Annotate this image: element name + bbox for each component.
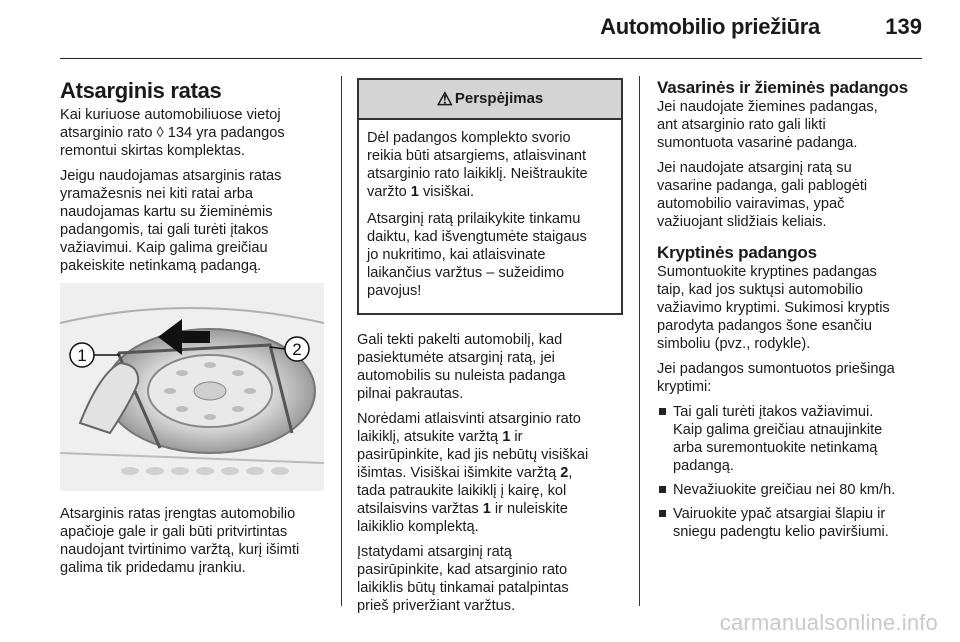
figure-label-1: 1 [77,346,87,365]
warning-header [359,80,621,120]
column-1 [60,78,330,584]
column-divider-2 [639,76,640,606]
section-heading-directional-tyres: Kryptinės padangos [657,243,817,262]
spare-wheel-figure [60,283,324,491]
column-2 [357,78,625,622]
paragraph: Jei naudojate atsarginį ratą su vasarine padanga, gali pablogėti automobilio vairavimas, ypač važiuojant slidžiais keliais. [657,160,868,230]
spare-wheel-illustration [60,283,324,491]
warning-box [357,78,623,315]
page-number: 139 [885,14,922,39]
section-heading-spare-wheel: Atsarginis ratas [60,78,222,103]
column-3 [657,78,922,547]
watermark: carmanualsonline.info [719,610,938,635]
list-item: Vairuokite ypač atsargiai šlapiu ir sniegu padengtu kelio paviršiumi. [657,505,922,541]
warning-icon: ⚠ [436,89,453,109]
paragraph: Norėdami atlaisvinti atsarginio rato laikiklį, atsukite varžtą 1 ir pasirūpinkite, kad jis nebūtų visiškai išimtas. Visiškai išimkite varžtą 2, tada patraukite laikiklį į kairę, kol atsilaisvins varžtas 1 ir nuleiskite laikiklio komplektą. [357,411,589,535]
paragraph: Jei padangos sumontuotos priešinga kryptimi: [657,361,895,395]
bullet-list [657,403,922,541]
warning-title: Perspėjimas [454,90,544,107]
warning-paragraph: Atsarginį ratą prilaikykite tinkamu daiktu, kad išvengtumėte staigaus jo nukritimo, kai atlaisvinate laikančius varžtus – sužeidimo pavojus! [367,211,587,299]
column-divider-1 [341,76,342,606]
paragraph: Jei naudojate žiemines padangas, ant atsarginio rato gali likti sumontuota vasarinė padanga. [657,99,878,151]
figure-caption: Atsarginis ratas įrengtas automobilio apačioje gale ir gali būti pritvirtintas naudojant tvirtinimo varžtą, kurį išimti galima tik pridedamu įrankiu. [60,506,300,576]
paragraph: Gali tekti pakelti automobilį, kad pasiektumėte atsarginį ratą, jei automobilis su nuleista padanga pilnai pakrautas. [357,332,566,402]
warning-body [359,120,621,313]
header-divider [60,58,922,59]
paragraph: Sumontuokite kryptines padangas taip, kad jos suktųsi automobilio važiavimo kryptimi. Sukimosi kryptis parodyta padangos šone esančiu simboliu (pvz., rodykle). [657,264,890,352]
paragraph: Kai kuriuose automobiliuose vietoj atsarginio rato ◊ 134 yra padangos remontui skirtas komplektas. [60,107,285,159]
paragraph: Jeigu naudojamas atsarginis ratas yramažesnis nei kiti ratai arba naudojamas kartu su žieminėmis padangomis, tai gali turėti įtakos važiavimui. Kaip galima greičiau pakeiskite netinkamą padangą. [60,168,282,274]
paragraph: Įstatydami atsarginį ratą pasirūpinkite, kad atsarginio rato laikiklis būtų tinkamai patalpintas prieš priveržiant varžtus. [357,544,569,614]
warning-paragraph: Dėl padangos komplekto svorio reikia būti atsargiems, atlaisvinant atsarginio rato laikiklį. Neištraukite varžto 1 visiškai. [367,130,588,200]
list-item: Nevažiuokite greičiau nei 80 km/h. [657,481,922,499]
section-heading-summer-winter-tyres: Vasarinės ir žieminės padangos [657,78,909,97]
figure-label-2: 2 [292,340,302,359]
list-item: Tai gali turėti įtakos važiavimui. Kaip galima greičiau atnaujinkite arba suremontuokite netinkamą padangą. [657,403,922,475]
page-header-title: Automobilio priežiūra [600,14,820,39]
